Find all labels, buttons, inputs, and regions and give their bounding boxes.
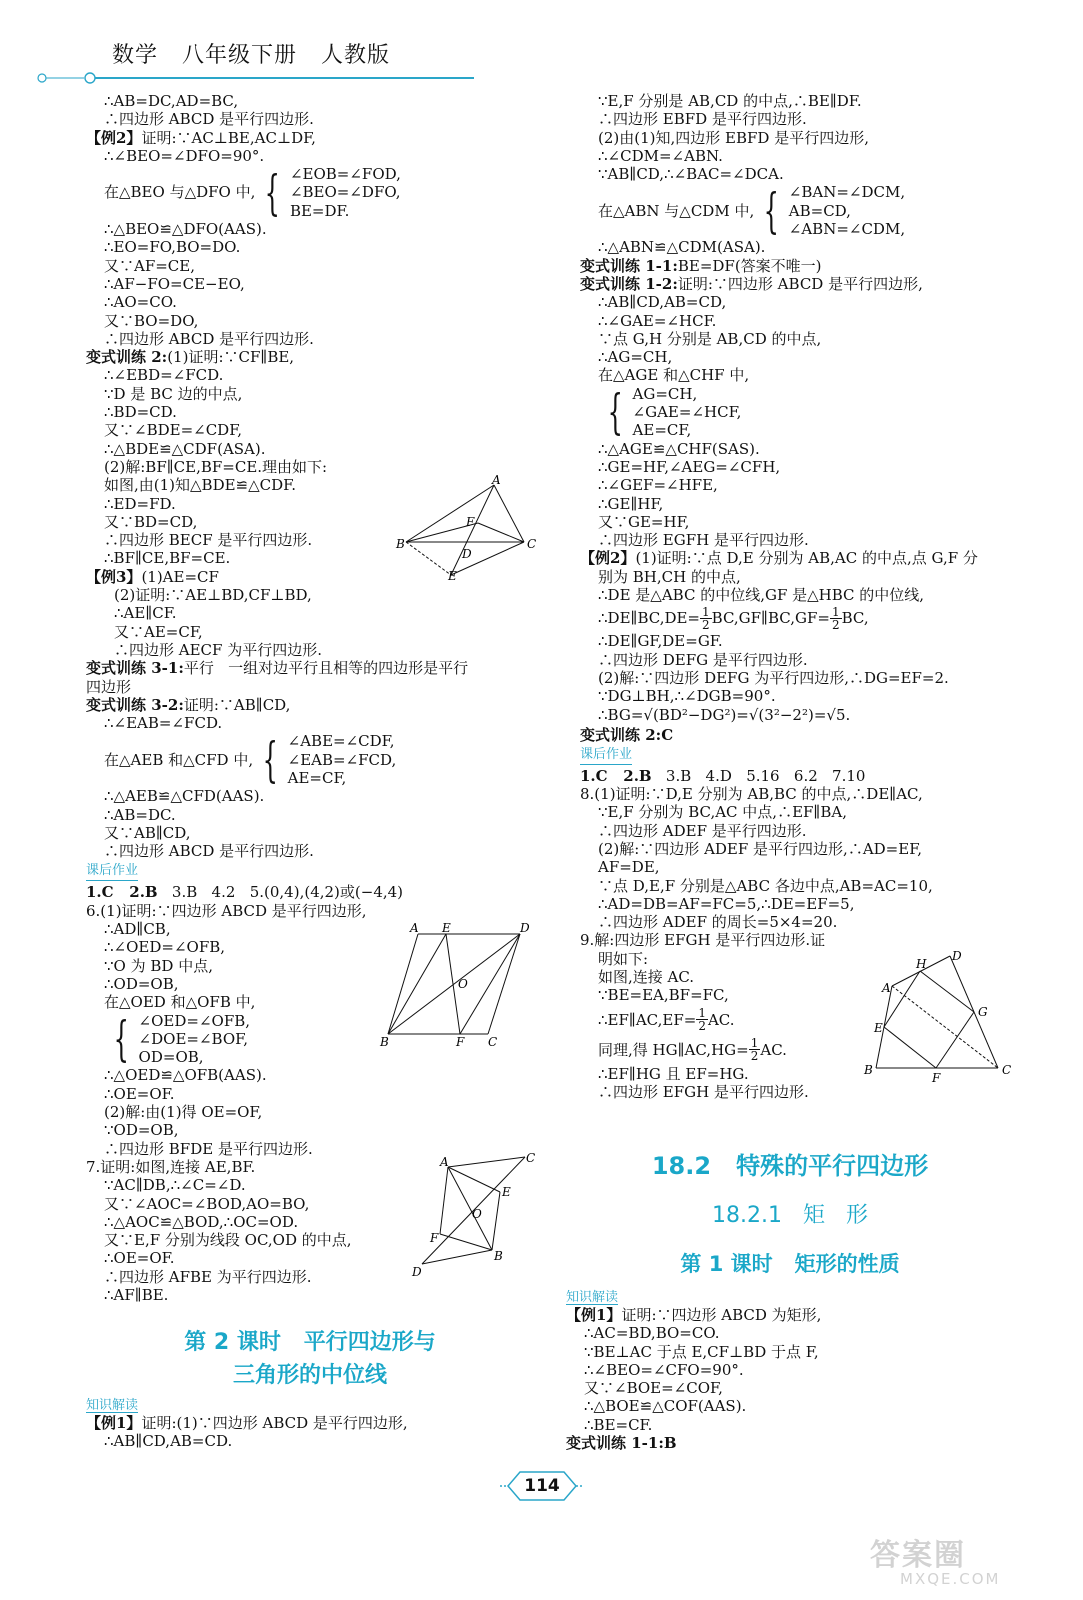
exercise-label: 变式训练 1-2:: [580, 274, 678, 293]
text-line: 证明:∵AC⊥BE,AC⊥DF,: [141, 128, 316, 147]
text-line: 又∵E,F 分别为线段 OC,OD 的中点,: [104, 1231, 352, 1250]
text-line: 9.解:四边形 EFGH 是平行四边形.证: [580, 931, 826, 950]
text-line: ∴△ABN≌△CDM(ASA).: [598, 238, 766, 257]
figure-label: D: [952, 949, 962, 963]
section-label-knowledge: 知识解读: [86, 1394, 138, 1413]
text-line: ∴AC=BD,BO=CO.: [584, 1324, 720, 1343]
text-line: 在△ABN 与△CDM 中,: [598, 201, 755, 220]
text-line: ∴四边形 ADEF 的周长=5×4=20.: [598, 913, 838, 932]
text-line: 在△BEO 与△DFO 中,: [104, 183, 256, 202]
text-line: ∴△BDE≌△CDF(ASA).: [104, 439, 266, 458]
geometry-figure-1: [396, 473, 546, 583]
text-line: 证明:(1)∵四边形 ABCD 是平行四边形,: [141, 1414, 408, 1432]
text-line: 在△AEB 和△CFD 中,: [104, 750, 254, 769]
page-header: [0, 0, 1083, 90]
page-number-badge: [500, 1468, 584, 1504]
text-line: ∵E,F 分别为 BC,AC 中点,∴EF∥BA,: [598, 803, 847, 822]
left-column: [86, 92, 546, 1304]
answer: C: [661, 725, 674, 744]
text-line: 又∵GE=HF,: [598, 512, 690, 531]
text-line: ∴DE∥GF,DE=GF.: [598, 632, 723, 651]
text-line: ∴BE=CF.: [584, 1415, 653, 1434]
text-line: 证明:∵AB∥CD,: [183, 695, 291, 714]
text-line: ∴四边形 EFGH 是平行四边形.: [598, 1082, 809, 1101]
text-line: ∵D 是 BC 边的中点,: [104, 384, 243, 403]
text-line: ∴ED=FD.: [104, 494, 176, 513]
text-line: AC.: [760, 1040, 787, 1059]
text-line: ∠ABE=∠CDF,: [287, 732, 395, 751]
text-line: 别为 BH,CH 的中点,: [598, 567, 741, 586]
text-line: ∴四边形 EGFH 是平行四边形.: [598, 531, 809, 550]
text-line: 如图,由(1)知△BDE≌△CDF.: [104, 476, 296, 495]
text-line: ∴△AGE≌△CHF(SAS).: [598, 439, 760, 458]
text-line: ∴DE∥BC,DE=: [598, 609, 701, 628]
text-line: (1)证明:∵CF∥BE,: [167, 348, 295, 367]
figure-label: C: [1002, 1063, 1012, 1077]
text-line: ∴△AEB≌△CFD(AAS).: [104, 787, 265, 806]
text-line: ∴四边形 AECF 为平行四边形.: [114, 640, 322, 659]
text-line: (2)由(1)知,四边形 EBFD 是平行四边形,: [598, 128, 869, 147]
text-line: ∠ABN=∠CDM,: [788, 220, 906, 239]
text-line: ∴OE=OF.: [104, 1084, 175, 1103]
figure-label: C: [488, 1035, 498, 1049]
text-line: ∴AB∥CD,AB=CD,: [598, 293, 727, 312]
text-line: ∠EAB=∠FCD,: [287, 750, 397, 769]
text-line: ∴∠OED=∠OFB,: [104, 938, 226, 957]
text-line: AG=CH,: [632, 384, 698, 403]
text-line: ∵点 D,E,F 分别是△ABC 各边中点,AB=AC=10,: [598, 876, 933, 895]
figure-label: F: [456, 1035, 465, 1049]
text-line: 又∵∠BDE=∠CDF,: [104, 421, 243, 440]
section-heading: 18.2 特殊的平行四边形: [651, 1152, 929, 1180]
fraction: $\frac{1}{2}$: [831, 604, 840, 632]
equation-system: { ∠OED=∠OFB, ∠DOE=∠BOF, OD=OB,: [113, 1010, 251, 1067]
answer-line: 3.B 4.D 5.16 6.2 7.10: [651, 766, 866, 785]
text-line: ∵BE=EA,BF=FC,: [598, 986, 729, 1005]
example-label: 【例2】: [86, 128, 142, 147]
text-line: ∴OD=OB,: [104, 974, 179, 993]
text-line: ∴四边形 BECF 是平行四边形.: [104, 531, 313, 550]
figure-label: A: [410, 921, 419, 935]
equation-system: { AG=CH, ∠GAE=∠HCF, AE=CF,: [607, 384, 742, 441]
fraction: $\frac{1}{2}$: [698, 1006, 706, 1034]
text-line: ∴AB=DC,AD=BC,: [104, 92, 239, 110]
text-line: BE=DF.: [289, 201, 350, 220]
text-line: ∵DG⊥BH,∴∠DGB=90°.: [598, 687, 776, 706]
text-line: ∴BD=CD.: [104, 403, 177, 422]
page-number: 114: [524, 1476, 560, 1496]
text-line: 明如下:: [598, 949, 649, 968]
exercise-label: 变式训练 2:: [86, 348, 168, 367]
text-line: ∴∠GEF=∠HFE,: [598, 476, 718, 495]
text-line: ∴四边形 ABCD 是平行四边形.: [104, 110, 314, 129]
figure-label: D: [412, 1265, 422, 1279]
text-line: ∴EF∥HG 且 EF=HG.: [598, 1064, 749, 1083]
text-line: (1)AE=CF: [141, 567, 219, 586]
text-line: ∠OED=∠OFB,: [138, 1011, 251, 1030]
text-line: ∠GAE=∠HCF,: [632, 403, 742, 422]
text-line: ∴四边形 DEFG 是平行四边形.: [598, 650, 808, 669]
figure-label: D: [520, 921, 530, 935]
text-line: ∴∠BEO=∠CFO=90°.: [584, 1360, 744, 1379]
text-line: ∴△OED≌△OFB(AAS).: [104, 1066, 267, 1085]
text-line: ∴AB∥CD,AB=CD.: [104, 1432, 233, 1451]
example-label: 【例1】: [86, 1414, 142, 1432]
figure-label: E: [502, 1185, 511, 1199]
figure-label: C: [527, 537, 537, 551]
text-line: ∴EO=FO,BO=DO.: [104, 238, 241, 257]
fraction: $\frac{1}{2}$: [750, 1036, 759, 1064]
text-line: ∴∠CDM=∠ABN.: [598, 146, 723, 165]
geometry-figure-2: [380, 922, 530, 1047]
example-label: 【例3】: [86, 567, 142, 586]
text-line: 又∵∠AOC=∠BOD,AO=BO,: [104, 1194, 310, 1213]
watermark-text: 答案圈: [870, 1538, 966, 1573]
text-line: (2)解:BF∥CE,BF=CE.理由如下:: [104, 457, 328, 476]
answer-line: 3.B 4.2 5.(0,4),(4,2)或(−4,4): [157, 883, 404, 902]
text-line: AB=CD,: [788, 201, 851, 220]
text-line: ∴EF∥AC,EF=: [598, 1010, 697, 1029]
text-line: (1)证明:∵点 D,E 分别为 AB,AC 的中点,点 G,F 分: [635, 549, 978, 568]
text-line: 又∵BD=CD,: [104, 512, 198, 531]
text-line: ∴GE=HF,∠AEG=∠CFH,: [598, 457, 781, 476]
text-line: 平行 一组对边平行且相等的四边形是平行: [183, 659, 469, 678]
text-line: 在△OED 和△OFB 中,: [104, 993, 256, 1012]
text-line: ∠BAN=∠DCM,: [788, 183, 906, 202]
text-line: 证明:∵四边形 ABCD 是平行四边形,: [677, 274, 923, 293]
section-label-knowledge: 知识解读: [566, 1286, 618, 1305]
exercise-label: 变式训练 3-2:: [86, 695, 184, 714]
exercise-label: 变式训练 2:: [580, 725, 662, 744]
watermark: [870, 1530, 1060, 1590]
text-line: ∴AD=DB=AF=FC=5,∴DE=EF=5,: [598, 894, 855, 913]
text-line: ∴AG=CH,: [598, 348, 673, 367]
answer-line: 1.C 2.B: [86, 883, 158, 902]
text-line: 如图,连接 AC.: [598, 968, 695, 987]
exercise-label: 变式训练 1-1:: [580, 256, 678, 275]
text-line: 证明:∵四边形 ABCD 为矩形,: [621, 1306, 822, 1324]
figure-label: A: [440, 1155, 449, 1169]
watermark-url: MXQE.COM: [900, 1570, 1001, 1588]
right-column-bottom: [566, 1306, 1036, 1452]
text-line: ∴四边形 ABCD 是平行四边形.: [104, 842, 314, 861]
text-line: ∵OD=OB,: [104, 1121, 179, 1140]
answer: B: [663, 1434, 677, 1453]
figure-label: A: [492, 473, 501, 487]
text-line: 8.(1)证明:∵D,E 分别为 AB,BC 的中点,∴DE∥AC,: [580, 785, 923, 804]
section-label-homework: 课后作业: [580, 746, 632, 765]
figure-label: H: [916, 957, 927, 971]
subsection-heading: 18.2.1 矩 形: [712, 1203, 868, 1228]
figure-label: F: [430, 1231, 439, 1245]
text-line: ∴四边形 ABCD 是平行四边形.: [104, 329, 314, 348]
example-label: 【例2】: [580, 549, 636, 568]
text-line: AE=CF,: [287, 768, 347, 787]
equation-system: 在△BEO 与△DFO 中, { ∠EOB=∠FOD, ∠BEO=∠DFO, BE=DF.: [104, 164, 401, 221]
text-line: AC.: [707, 1010, 735, 1029]
figure-label: G: [978, 1005, 988, 1019]
figure-label: E: [874, 1021, 883, 1035]
answer-line: 1.C 2.B: [580, 766, 652, 785]
lesson-heading: 三角形的中位线: [232, 1363, 387, 1388]
text-line: ∠DOE=∠BOF,: [138, 1029, 248, 1048]
text-line: ∴∠EAB=∠FCD.: [104, 714, 223, 733]
text-line: ∴∠BEO=∠DFO=90°.: [104, 146, 265, 165]
book-title: 数学 八年级下册 人教版: [112, 43, 390, 68]
fraction-line: [580, 604, 1050, 632]
text-line: ∴AD∥CB,: [104, 920, 171, 939]
figure-label: B: [864, 1063, 873, 1077]
text-line: ∴∠EBD=∠FCD.: [104, 366, 224, 385]
text-line: OD=OB,: [138, 1048, 204, 1067]
figure-label: B: [380, 1035, 389, 1049]
text-line: BC,: [841, 609, 869, 628]
text-line: ∴BG=√(BD²−DG²)=√(3²−2²)=√5.: [598, 705, 851, 724]
geometry-figure-3: [410, 1152, 540, 1282]
text-line: ∵AB∥CD,∴∠BAC=∠DCA.: [598, 165, 784, 184]
text-line: ∴四边形 ADEF 是平行四边形.: [598, 821, 807, 840]
text-line: ∴AF−FO=CE−EO,: [104, 274, 245, 293]
figure-label: O: [458, 977, 468, 991]
header-decoration: [34, 72, 484, 84]
figure-label: E: [448, 569, 457, 583]
text-line: ∴DE 是△ABC 的中位线,GF 是△HBC 的中位线,: [598, 586, 925, 605]
figure-label: B: [396, 537, 405, 551]
example-label: 【例1】: [566, 1306, 622, 1324]
figure-label: A: [882, 981, 891, 995]
text-line: AF=DE,: [598, 858, 660, 877]
text-line: ∵BE⊥AC 于点 E,CF⊥BD 于点 F,: [584, 1342, 819, 1361]
equation-system: 在△ABN 与△CDM 中, { ∠BAN=∠DCM, AB=CD, ∠ABN=∠CDM,: [598, 182, 906, 239]
equation-system: 在△AEB 和△CFD 中, { ∠ABE=∠CDF, ∠EAB=∠FCD, AE=CF,: [104, 731, 397, 788]
text-line: ∴GE∥HF,: [598, 494, 664, 513]
text-line: BE=DF(答案不唯一): [677, 256, 822, 275]
text-line: ∵点 G,H 分别是 AB,CD 的中点,: [598, 329, 822, 348]
text-line: 6.(1)证明:∵四边形 ABCD 是平行四边形,: [86, 901, 367, 920]
text-line: 在△AGE 和△CHF 中,: [598, 366, 750, 385]
geometry-figure-4: [858, 946, 1018, 1085]
lesson-heading: 第 2 课时 平行四边形与: [184, 1330, 436, 1355]
text-line: 又∵∠BOE=∠COF,: [584, 1379, 723, 1398]
figure-label: F: [932, 1071, 941, 1085]
exercise-label: 变式训练 1-1:: [566, 1434, 664, 1453]
text-line: 又∵BO=DO,: [104, 311, 199, 330]
text-line: ∴AB=DC.: [104, 805, 176, 824]
text-line: ∴四边形 BFDE 是平行四边形.: [104, 1139, 313, 1158]
text-line: ∠BEO=∠DFO,: [289, 183, 401, 202]
text-line: ∴△BEO≌△DFO(AAS).: [104, 220, 267, 239]
figure-label: D: [462, 547, 472, 561]
lesson-heading: 第 1 课时 矩形的性质: [680, 1252, 900, 1276]
text-line: ∴OE=OF.: [104, 1249, 175, 1268]
text-line: 同理,得 HG∥AC,HG=: [598, 1040, 749, 1059]
text-line: ∠EOB=∠FOD,: [289, 165, 401, 184]
text-line: ∴∠GAE=∠HCF.: [598, 311, 717, 330]
text-line: BC,GF∥BC,GF=: [711, 609, 830, 628]
text-line: (2)解:∵四边形 ADEF 是平行四边形,∴AD=EF,: [598, 839, 923, 858]
figure-label: E: [442, 921, 451, 935]
text-line: ∵AC∥DB,∴∠C=∠D.: [104, 1176, 246, 1195]
text-line: ∴AO=CO.: [104, 293, 177, 312]
fraction: $\frac{1}{2}$: [702, 604, 710, 632]
figure-label: C: [526, 1151, 536, 1165]
text-line: 又∵AF=CE,: [104, 256, 196, 275]
text-line: ∴四边形 EBFD 是平行四边形.: [598, 110, 807, 129]
text-line: (2)证明:∵AE⊥BD,CF⊥BD,: [114, 586, 312, 605]
text-line: ∴AE∥CF.: [114, 604, 177, 623]
text-line: ∴四边形 AFBE 为平行四边形.: [104, 1267, 312, 1286]
text-line: 7.证明:如图,连接 AE,BF.: [86, 1157, 256, 1176]
text-line: 又∵AE=CF,: [114, 622, 203, 641]
text-line: ∴△AOC≌△BOD,∴OC=OD.: [104, 1212, 299, 1231]
figure-label: F: [466, 515, 475, 529]
left-column-bottom: [86, 1414, 546, 1451]
figure-label: O: [472, 1207, 482, 1221]
text-line: ∵O 为 BD 中点,: [104, 956, 213, 975]
text-line: (2)解:∵四边形 DEFG 为平行四边形,∴DG=EF=2.: [598, 668, 949, 687]
text-line: 四边形: [86, 677, 132, 696]
section-label-homework: 课后作业: [86, 862, 138, 881]
text-line: ∴AF∥BE.: [104, 1286, 169, 1304]
figure-label: B: [494, 1249, 503, 1263]
text-line: ∵E,F 分别是 AB,CD 的中点,∴BE∥DF.: [598, 92, 862, 110]
text-line: (2)解:由(1)得 OE=OF,: [104, 1103, 263, 1122]
exercise-label: 变式训练 3-1:: [86, 659, 184, 678]
text-line: ∴BF∥CE,BF=CE.: [104, 549, 231, 568]
text-line: AE=CF,: [632, 421, 692, 440]
text-line: ∴△BOE≌△COF(AAS).: [584, 1397, 747, 1416]
text-line: 又∵AB∥CD,: [104, 823, 191, 842]
